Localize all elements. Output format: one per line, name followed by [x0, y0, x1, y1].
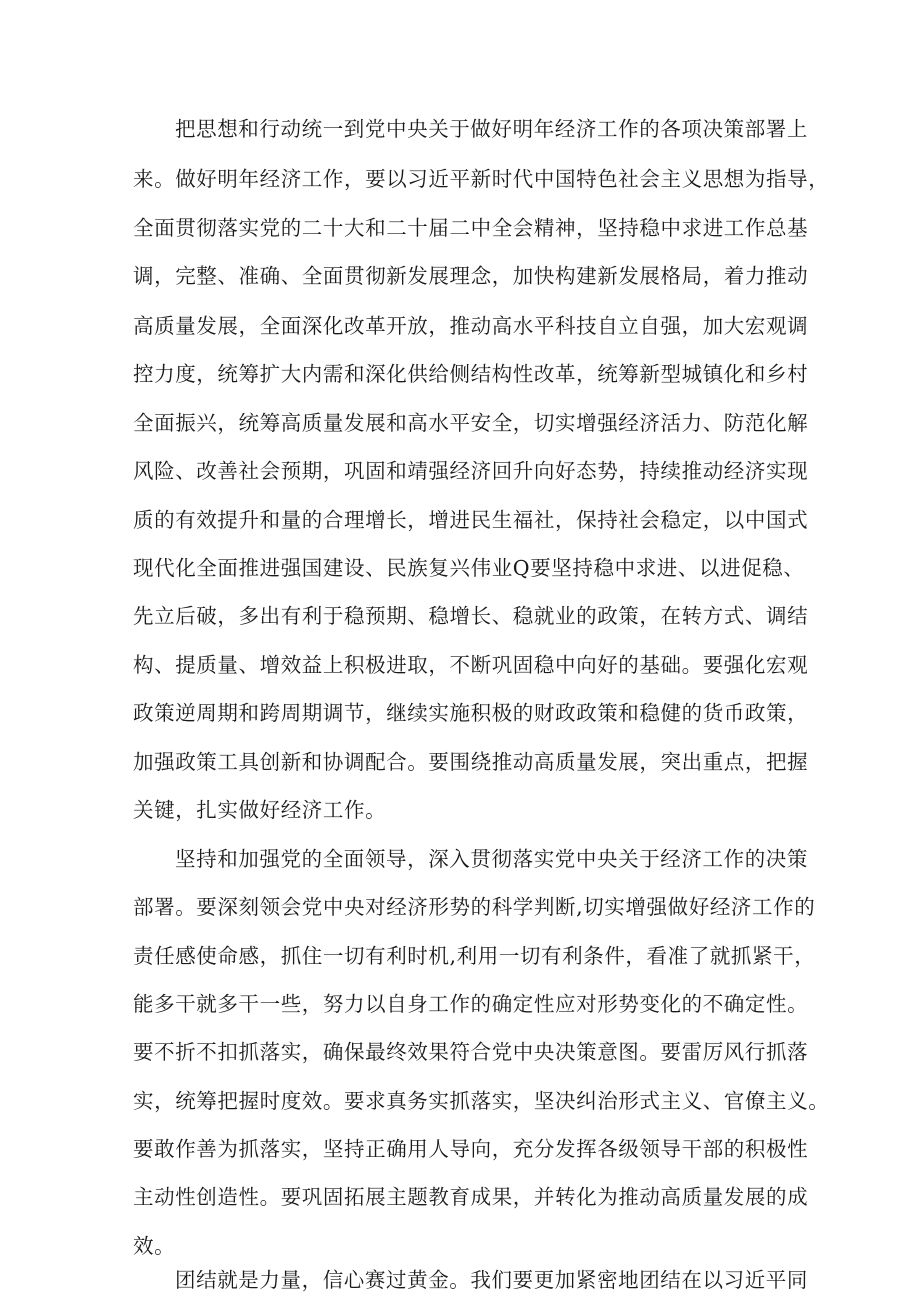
paragraph-line: 要不折不扣抓落实，确保最终效果符合党中央决策意图。要雷厉风行抓落 [133, 1040, 809, 1064]
paragraph-line: 控力度，统筹扩大内需和深化供给侧结构性改革，统筹新型城镇化和乡村 [133, 362, 809, 386]
paragraph-line: 构、提质量、增效益上积极进取，不断巩固稳中向好的基础。要强化宏观 [133, 653, 809, 677]
paragraph-line: 部署。要深刻领会党中央对经济形势的科学判断,切实增强做好经济工作的 [133, 895, 816, 919]
paragraph-line: 全面振兴，统筹高质量发展和高水平安全，切实增强经济活力、防范化解 [133, 411, 809, 435]
paragraph-line: 团结就是力量，信心赛过黄金。我们要更加紧密地团结在以习近平同 [175, 1268, 808, 1292]
paragraph-line: 风险、改善社会预期，巩固和靖强经济回升向好态势，持续推动经济实现 [133, 459, 809, 483]
paragraph-line: 主动性创造性。要巩固拓展主题教育成果，并转化为推动高质量发展的成 [133, 1185, 809, 1209]
paragraph-line: 现代化全面推进强国建设、民族复兴伟业Q要坚持稳中求进、以进促稳、 [133, 556, 805, 580]
paragraph-line: 要敢作善为抓落实，坚持正确用人导向，充分发挥各级领导干部的积极性 [133, 1137, 809, 1161]
paragraph-line: 把思想和行动统一到党中央关于做好明年经济工作的各项决策部署上 [175, 117, 808, 141]
paragraph-line: 高质量发展，全面深化改革开放，推动高水平科技自立自强，加大宏观调 [133, 314, 809, 338]
paragraph-line: 责任感使命感，抓住一切有利时机,利用一切有利条件，看准了就抓紧干， [133, 944, 816, 968]
paragraph-line: 政策逆周期和跨周期调节，继续实施积极的财政政策和稳健的货币政策， [133, 701, 809, 725]
paragraph-line: 全面贯彻落实党的二十大和二十届二中全会精神，坚持稳中求进工作总基 [133, 216, 809, 240]
paragraph-line: 调，完整、准确、全面贯彻新发展理念，加快构建新发展格局，着力推动 [133, 264, 809, 288]
paragraph-line: 质的有效提升和量的合理增长，增进民生福社，保持社会稳定，以中国式 [133, 508, 809, 532]
paragraph-line: 能多干就多干一些，努力以自身工作的确定性应对形势变化的不确定性。 [133, 992, 809, 1016]
paragraph-line: 关键，扎实做好经济工作。 [133, 798, 387, 822]
paragraph-line: 实，统筹把握时度效。要求真务实抓落实，坚决纠治形式主义、官僚主义。 [133, 1089, 830, 1113]
paragraph-line: 来。做好明年经济工作，要以习近平新时代中国特色社会主义思想为指导， [133, 167, 830, 191]
paragraph-line: 加强政策工具创新和协调配合。要围绕推动高质量发展，突出重点，把握 [133, 750, 809, 774]
paragraph-line: 效。 [133, 1234, 176, 1258]
paragraph-line: 坚持和加强党的全面领导，深入贯彻落实党中央关于经济工作的决策 [175, 847, 808, 871]
paragraph-line: 先立后破，多出有利于稳预期、稳增长、稳就业的政策，在转方式、调结 [133, 604, 809, 628]
